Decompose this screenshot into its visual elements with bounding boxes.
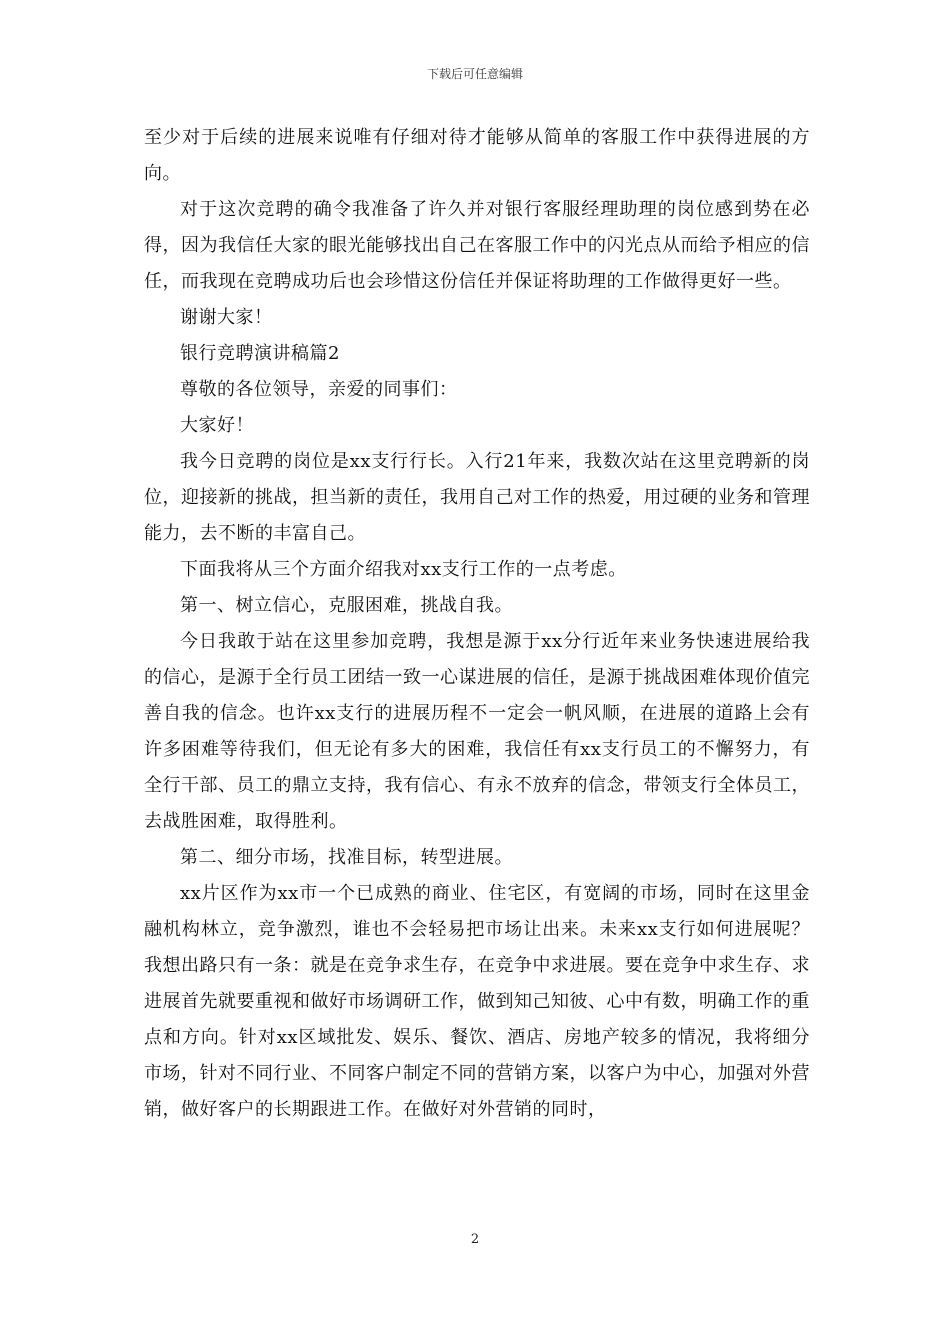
subheading: 第一、树立信心，克服困难，挑战自我。 (180, 595, 513, 616)
page-header: 下载后可任意编辑 (426, 67, 523, 81)
salutation: 尊敬的各位领导，亲爱的同事们： (180, 379, 458, 400)
paragraph: xx片区作为xx市一个已成熟的商业、住宅区，有宽阔的市场，同时在这里金融机构林立，竞争激烈，谁也不会轻易把市场让出来。未来xx支行如何进展呢？我想出路只有一条：就是在竞争求生存，在竞争中求进展。要在竞争中求生存、求进展首先就要重视和做好市场调研工作，做到知己知彼、心中有数，明确工作的重点和方向。针对xx区域批发、娱乐、餐饮、酒店、房地产较多的情况，我将细分市场，针对不同行业、不同客户制定不同的营销方案，以客户为中心，加强对外营销，做好客户的长期跟进工作。在做好对外营销的同时， (144, 883, 810, 1120)
paragraph: 下面我将从三个方面介绍我对xx支行工作的一点考虑。 (180, 559, 627, 580)
page-number: 2 (470, 1232, 480, 1247)
paragraph: 谢谢大家！ (180, 307, 273, 328)
paragraph: 今日我敢于站在这里参加竞聘，我想是源于xx分行近年来业务快速进展给我的信心，是源于全行员工团结一致一心谋进展的信任，是源于挑战困难体现价值完善自我的信念。也许xx支行的进展历程不一定会一帆风顺，在进展的道路上会有许多困难等待我们，但无论有多大的困难，我信任有xx支行员工的不懈努力，有全行干部、员工的鼎立支持，我有信心、有永不放弃的信念，带领支行全体员工，去战胜困难，取得胜利。 (144, 631, 810, 832)
paragraph: 至少对于后续的进展来说唯有仔细对待才能够从简单的客服工作中获得进展的方向。 (144, 127, 810, 184)
paragraph: 对于这次竞聘的确令我准备了许久并对银行客服经理助理的岗位感到势在必得，因为我信任大家的眼光能够找出自己在客服工作中的闪光点从而给予相应的信任，而我现在竞聘成功后也会珍惜这份信任并保证将助理的工作做得更好一些。 (144, 199, 810, 292)
document-body (144, 120, 810, 1128)
greeting: 大家好！ (180, 415, 254, 436)
subheading: 第二、细分市场，找准目标，转型进展。 (180, 847, 513, 868)
paragraph: 我今日竞聘的岗位是xx支行行长。入行21年来，我数次站在这里竞聘新的岗位，迎接新的挑战，担当新的责任，我用自己对工作的热爱，用过硬的业务和管理能力，去不断的丰富自己。 (144, 451, 810, 544)
section-title: 银行竞聘演讲稿篇2 (180, 343, 340, 364)
